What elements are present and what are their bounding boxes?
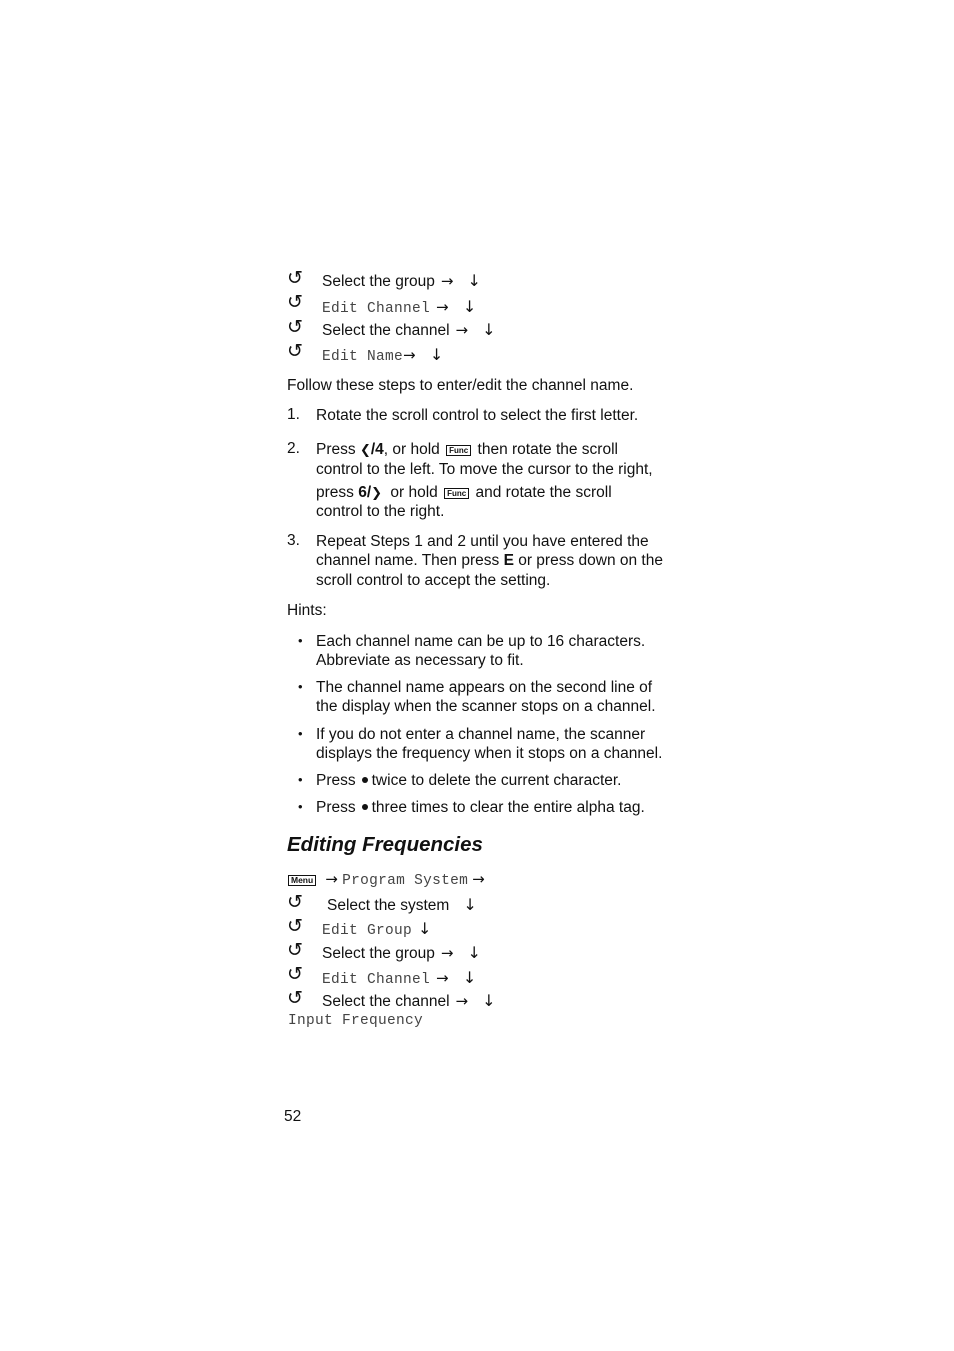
hint-1-line-1: Each channel name can be up to 16 characters.	[316, 633, 646, 650]
step-2-line-1: Press ❮/4, or hold Func then rotate the scroll	[316, 441, 618, 458]
arrow-down-icon: ↓	[462, 968, 477, 987]
step-2-line-4: control to the right.	[316, 503, 445, 520]
dot-key-icon	[362, 777, 368, 783]
page-number: 52	[284, 1108, 302, 1125]
arrow-down-icon: ↓	[463, 895, 477, 914]
arrow-down-icon: ↓	[429, 345, 444, 364]
arrow-right-icon: →	[436, 969, 449, 987]
step-3-line-3: scroll control to accept the setting.	[316, 572, 551, 589]
func-key-icon: Func	[444, 488, 469, 499]
nav-step-input-frequency: Input Frequency	[288, 1013, 424, 1029]
hint-1-line-2: Abbreviate as necessary to fit.	[316, 652, 524, 669]
step-2-line-2: control to the left. To move the cursor to the right,	[316, 461, 653, 478]
arrow-down-icon: ↓	[418, 919, 432, 938]
nav-step-edit-channel: Edit Channel → ↓	[322, 968, 477, 988]
hint-5: Press three times to clear the entire alpha tag.	[316, 799, 645, 816]
step-number: 3.	[287, 532, 300, 549]
right-chevron-icon: ❯	[371, 486, 383, 501]
hint-3-line-1: If you do not enter a channel name, the scanner	[316, 726, 646, 743]
step-3-line-2: channel name. Then press E or press down on the	[316, 552, 663, 569]
arrow-right-icon: →	[436, 298, 449, 316]
hint-3-line-2: displays the frequency when it stops on a channel.	[316, 745, 663, 762]
arrow-right-icon: →	[472, 870, 485, 888]
nav-step-edit-group: Edit Group ↓	[322, 919, 432, 939]
intro-paragraph: Follow these steps to enter/edit the channel name.	[287, 377, 634, 394]
rotate-icon: ↺	[287, 267, 303, 289]
arrow-right-icon: →	[440, 944, 454, 962]
nav-step-select-group: Select the group → ↓	[322, 271, 481, 290]
rotate-icon: ↺	[287, 340, 303, 362]
arrow-right-icon: →	[403, 346, 416, 364]
step-2-line-3: press 6/❯ or hold Func and rotate the scroll	[316, 484, 612, 501]
rotate-icon: ↺	[287, 915, 303, 937]
nav-step-select-channel: Select the channel → ↓	[322, 991, 496, 1010]
arrow-right-icon: →	[455, 992, 469, 1010]
nav-step-select-channel: Select the channel → ↓	[322, 320, 496, 339]
arrow-down-icon: ↓	[467, 271, 481, 290]
arrow-right-icon: →	[325, 870, 338, 888]
rotate-icon: ↺	[287, 963, 303, 985]
bullet-icon: •	[298, 633, 303, 648]
dot-key-icon	[362, 804, 368, 810]
bullet-icon: •	[298, 772, 303, 787]
bullet-icon: •	[298, 679, 303, 694]
arrow-down-icon: ↓	[482, 320, 496, 339]
hint-2-line-1: The channel name appears on the second line of	[316, 679, 653, 696]
rotate-icon: ↺	[287, 987, 303, 1009]
func-key-icon: Func	[446, 445, 471, 456]
rotate-icon: ↺	[287, 891, 303, 913]
arrow-down-icon: ↓	[467, 943, 481, 962]
bullet-icon: •	[298, 726, 303, 741]
step-1-text: Rotate the scroll control to select the first letter.	[316, 407, 639, 424]
left-chevron-icon: ❮	[359, 443, 371, 458]
step-3-line-1: Repeat Steps 1 and 2 until you have entered the	[316, 533, 649, 550]
section-title: Editing Frequencies	[287, 833, 483, 856]
arrow-down-icon: ↓	[462, 297, 477, 316]
hint-4: Press twice to delete the current character.	[316, 772, 622, 789]
nav-step-edit-channel: Edit Channel → ↓	[322, 297, 477, 317]
nav-step-edit-name: Edit Name→ ↓	[322, 345, 444, 365]
rotate-icon: ↺	[287, 316, 303, 338]
hints-label: Hints:	[287, 602, 327, 619]
nav-step-select-system: Select the system ↓	[327, 895, 477, 914]
nav-step-menu: Menu → Program System →	[288, 870, 485, 889]
rotate-icon: ↺	[287, 939, 303, 961]
menu-key-icon: Menu	[288, 875, 316, 886]
nav-step-select-group: Select the group → ↓	[322, 943, 481, 962]
step-number: 1.	[287, 406, 300, 423]
step-number: 2.	[287, 440, 300, 457]
arrow-right-icon: →	[440, 272, 454, 290]
rotate-icon: ↺	[287, 291, 303, 313]
hint-2-line-2: the display when the scanner stops on a channel.	[316, 698, 656, 715]
arrow-down-icon: ↓	[482, 991, 496, 1010]
arrow-right-icon: →	[455, 321, 469, 339]
bullet-icon: •	[298, 799, 303, 814]
